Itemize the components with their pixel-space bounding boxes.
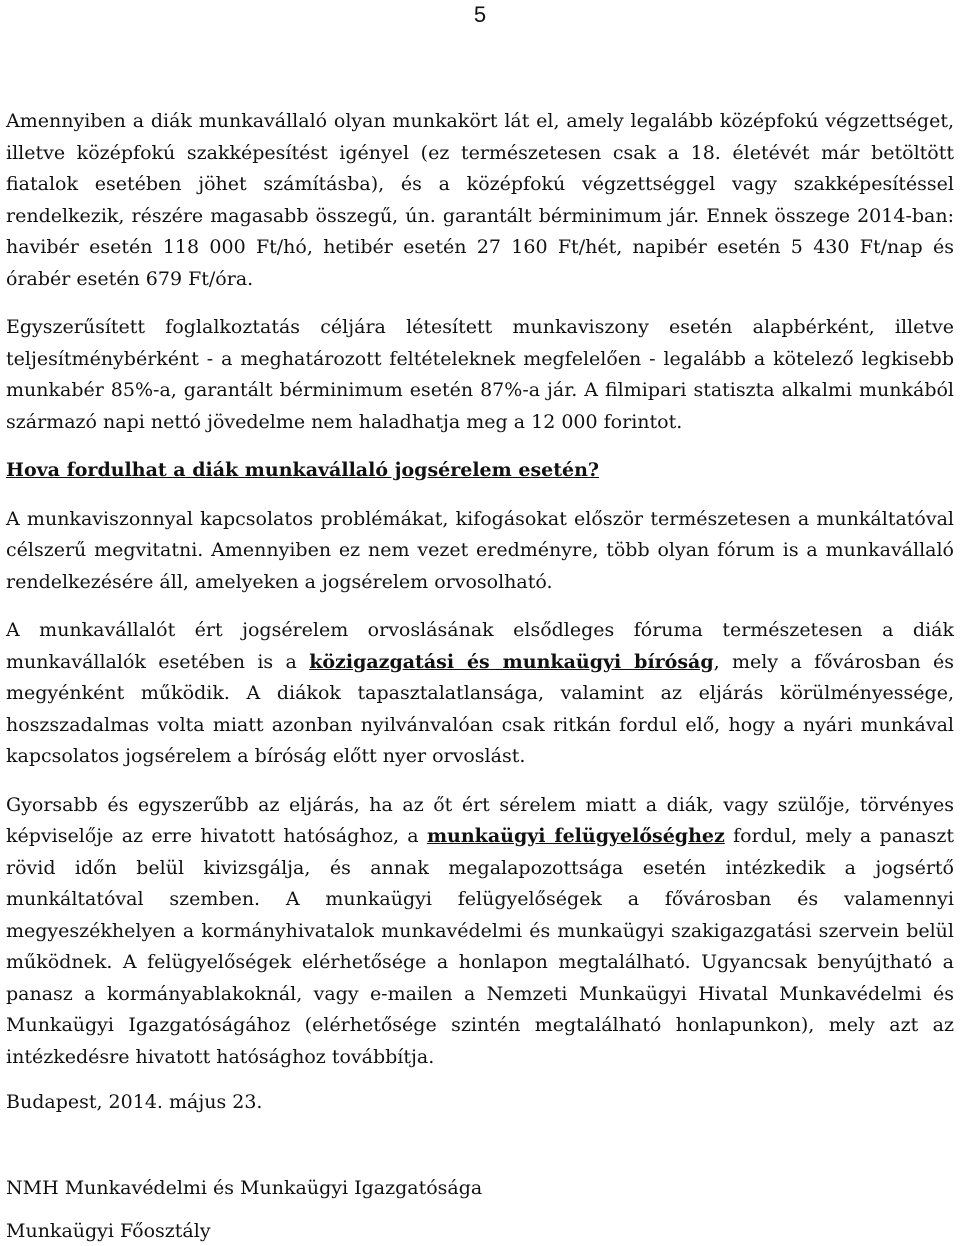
- page-number: 5: [473, 2, 487, 27]
- closing-date: Budapest, 2014. május 23.: [6, 1091, 263, 1113]
- closing-department: Munkaügyi Főosztály: [6, 1220, 211, 1242]
- paragraph-guaranteed-minimum-wage: Amennyiben a diák munkavállaló olyan munkakört lát el, amely legalább középfokú végzettséget, illetve középfokú szakképesítést igényel (ez természetesen csak a 18. életévét már betöltött fiatalok esetében jöhet számításba), és a középfokú végzettséggel vagy szakképesítéssel rendelkezik, részére magasabb összegű, ún. garantált bérminimum jár. Ennek összege 2014-ban: havibér esetén 118 000 Ft/hó, hetibér esetén 27 160 Ft/hét, napibér esetén 5 430 Ft/nap és órabér esetén 679 Ft/óra.: [6, 110, 954, 290]
- closing-organization: NMH Munkavédelmi és Munkaügyi Igazgatósága: [6, 1177, 483, 1199]
- paragraph-labour-inspectorate: [6, 790, 954, 1074]
- court-text-after: , mely a fővárosban és megyénként működik. A diákok tapasztalatlansága, valamint az eljárás körülményessége, hoszszadalmas volta miatt azonban nyilvánvalóan csak ritkán fordul elő, hogy a nyári munkával kapcsolatos jogsérelem a bíróság előtt nyer orvoslást.: [6, 650, 954, 767]
- inspectorate-text-after: fordul, mely a panaszt rövid időn belül kivizsgálja, és annak megalapozottsága esetén intézkedik a jogsértő munkáltatóval szemben. A munkaügyi felügyelőségek a fővárosban és valamennyi megyeszékhelyen a kormányhivatalok munkavédelmi és munkaügyi szakigazgatási szervein belül működnek. A felügyelőségek elérhetősége a honlapon megtalálható. Ugyancsak benyújtható a panasz a kormányablakoknál, vagy e-mailen a Nemzeti Munkaügyi Hivatal Munkavédelmi és Munkaügyi Igazgatóságához (elérhetősége szintén megtalálható honlapunkon), mely azt az intézkedésre hivatott hatósághoz továbbítja.: [6, 825, 954, 1068]
- paragraph-simplified-employment: Egyszerűsített foglalkoztatás céljára létesített munkaviszony esetén alapbérként, illetve teljesítménybérként - a meghatározott feltételeknek megfelelően - legalább a kötelező legkisebb munkabér 85%-a, garantált bérminimum esetén 87%-a jár. A filmipari statiszta alkalmi munkából származó napi nettó jövedelme nem haladhatja meg a 12 000 forintot.: [6, 316, 954, 433]
- paragraph-court-forum: [6, 615, 954, 773]
- document-body: [6, 106, 954, 1090]
- inspectorate-text-before: Gyorsabb és egyszerűbb az eljárás, ha az őt ért sérelem miatt a diák, vagy szülője, törvényes képviselője az erre hivatott hatósághoz, a: [6, 793, 954, 847]
- court-link[interactable]: közigazgatási és munkaügyi bíróság: [309, 650, 714, 673]
- inspectorate-link[interactable]: munkaügyi felügyelőséghez: [426, 825, 725, 847]
- court-text-before: A munkavállalót ért jogsérelem orvoslásának elsődleges fóruma természetesen a diák munkavállalók esetében is a: [6, 619, 954, 673]
- section-heading: Hova fordulhat a diák munkavállaló jogsérelem esetén?: [6, 459, 600, 481]
- paragraph-employer-discussion: A munkaviszonnyal kapcsolatos problémákat, kifogásokat először természetesen a munkáltatóval célszerű megvitatni. Amennyiben ez nem vezet eredményre, több olyan fórum is a munkavállaló rendelkezésére áll, amelyeken a jogsérelem orvosolható.: [6, 507, 954, 593]
